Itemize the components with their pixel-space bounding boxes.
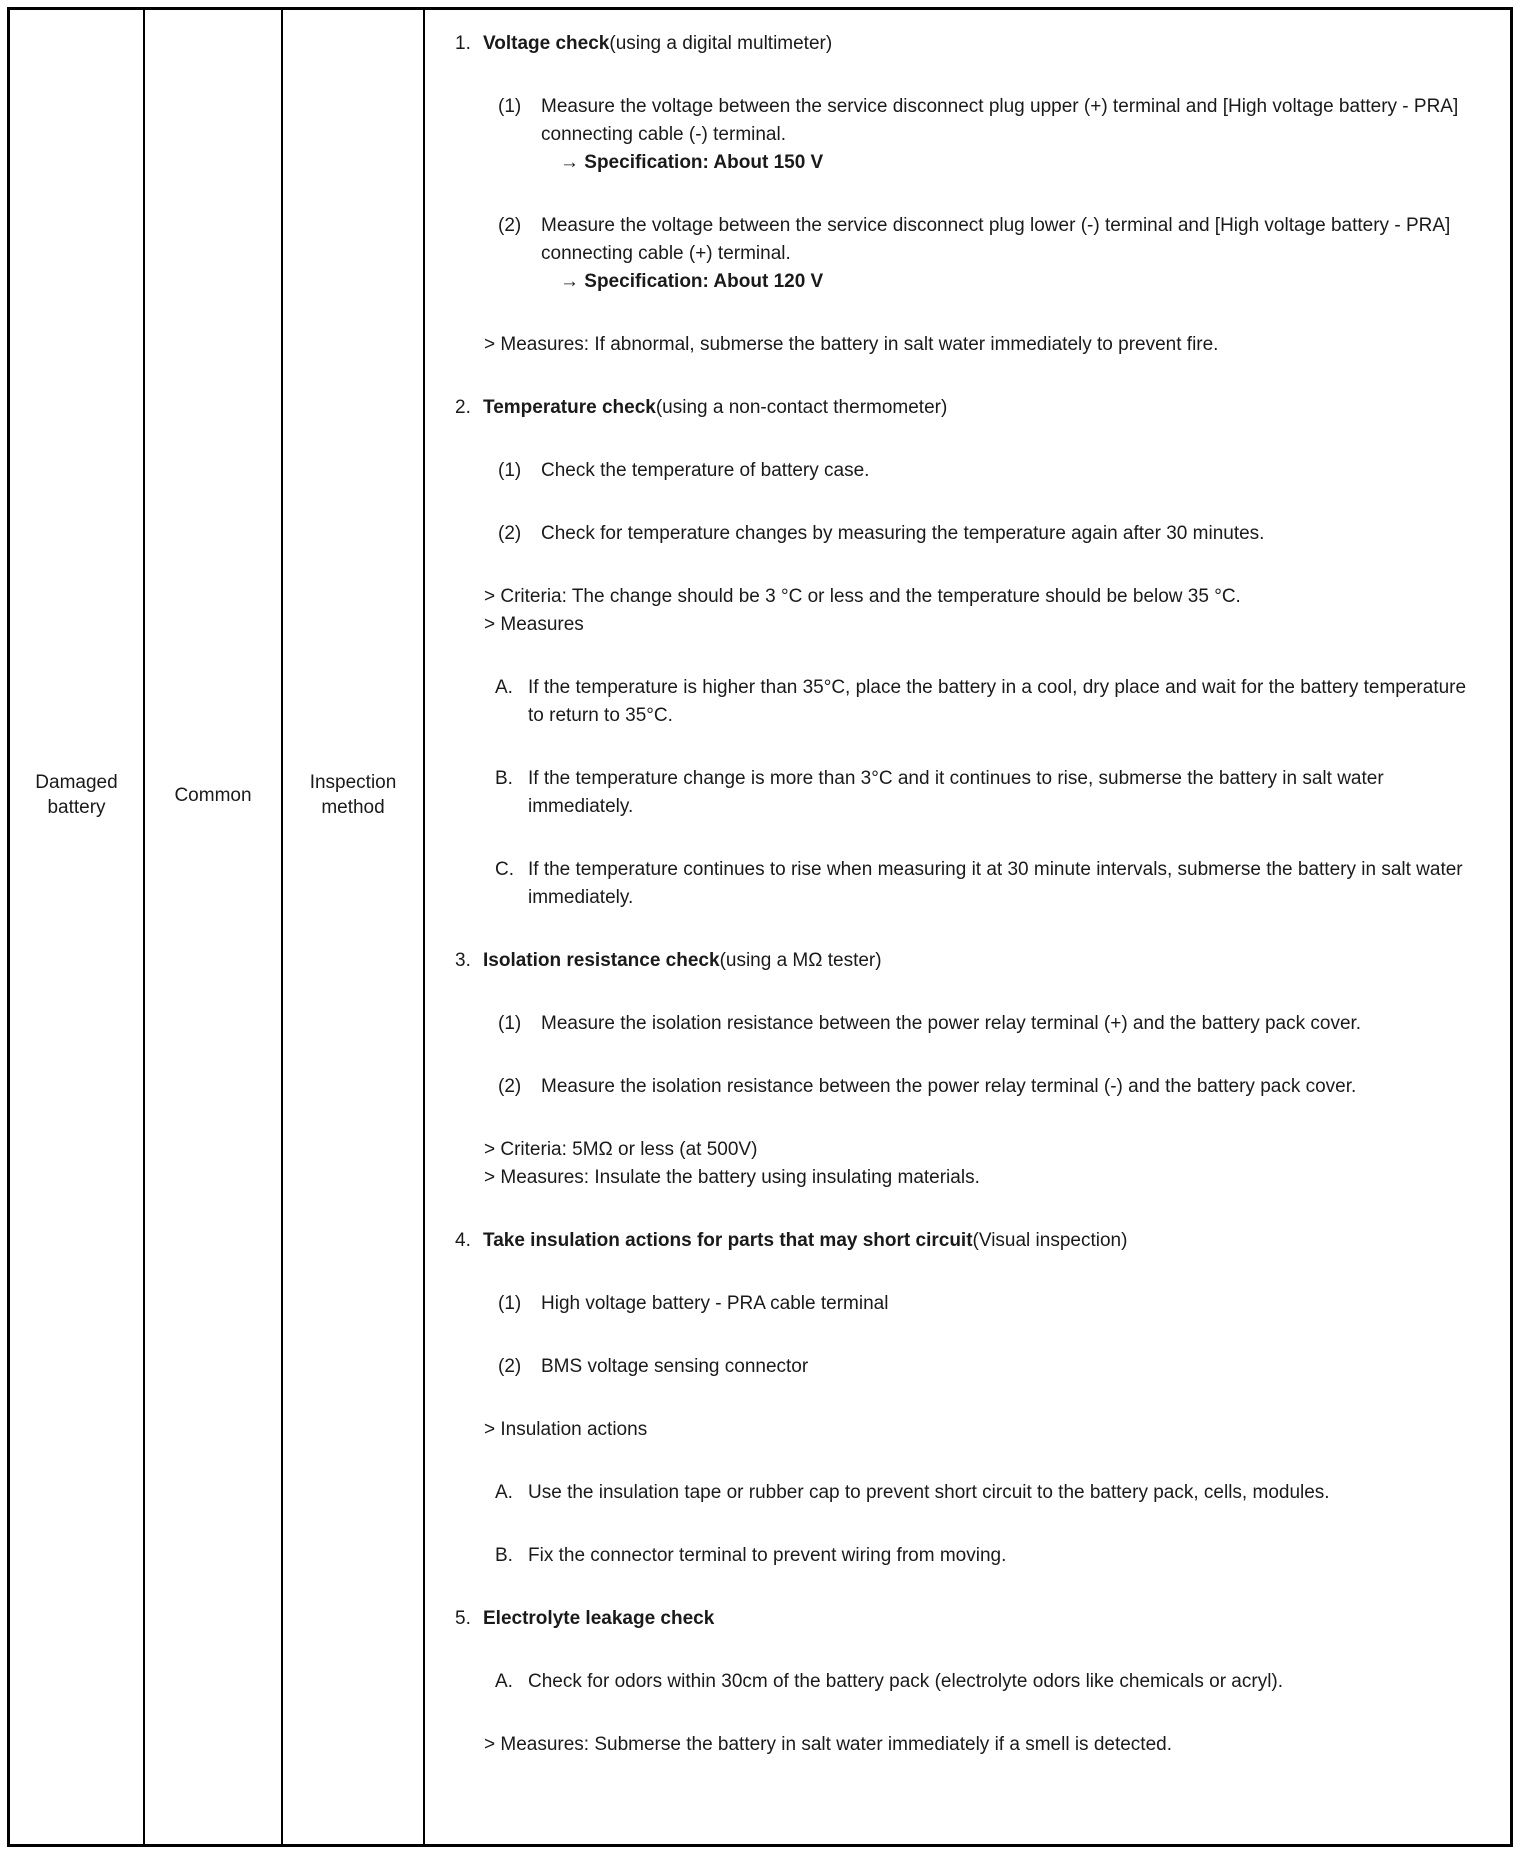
cell-inspection-method [283,10,425,1844]
note-line: > Criteria: 5MΩ or less (at 500V) [484,1139,758,1160]
item-text: Measure the voltage between the service disconnect plug upper (+) terminal and [High voltage battery - PRA] connecting cable (-) terminal. → Specification: About 150 V [541,93,1486,177]
item-text: Use the insulation tape or rubber cap to prevent short circuit to the battery pack, cells, modules. [528,1482,1330,1503]
heading-text: Temperature check(using a non-contact thermometer) [483,397,948,418]
item-label: (1) [498,96,522,117]
heading-text: Voltage check(using a digital multimeter) [483,33,833,54]
procedure-step [498,1353,1486,1381]
item-text: Fix the connector terminal to prevent wiring from moving. [528,1545,1007,1566]
inspection-content [425,10,1510,1844]
arrow-icon: → [560,152,585,173]
heading-number: 4. [455,1230,471,1251]
item-text: Measure the isolation resistance between the power relay terminal (+) and the battery pack cover. [541,1013,1362,1034]
item-text: Check the temperature of battery case. [541,460,870,481]
note-line: > Measures: Insulate the battery using insulating materials. [484,1167,980,1188]
procedure-heading [455,1605,1486,1633]
procedure-step [498,457,1486,485]
item-text: If the temperature is higher than 35°C, place the battery in a cool, dry place and wait for the battery temperature to return to 35°C. [528,677,1467,726]
procedure-note [484,1136,1486,1192]
heading-text: Electrolyte leakage check [483,1608,715,1629]
note-line: > Insulation actions [484,1419,648,1440]
heading-number: 2. [455,397,471,418]
procedure-note [484,583,1486,639]
item-label: A. [495,677,513,698]
item-label: (2) [498,215,522,236]
specification-line: → Specification: About 150 V [560,152,824,173]
note-line: > Measures: Submerse the battery in salt water immediately if a smell is detected. [484,1734,1172,1755]
heading-number: 1. [455,33,471,54]
cell-damaged-battery [10,10,145,1844]
row-category-label: Damaged battery [35,772,118,818]
item-text: Check for odors within 30cm of the battery pack (electrolyte odors like chemicals or acryl). [528,1671,1284,1692]
heading-text: Take insulation actions for parts that may short circuit(Visual inspection) [483,1230,1128,1251]
note-line: > Measures: If abnormal, submerse the battery in salt water immediately to prevent fire. [484,334,1219,355]
note-line: > Criteria: The change should be 3 °C or less and the temperature should be below 35 °C. [484,586,1241,607]
procedure-step [498,93,1486,177]
procedure-letter-item [495,765,1486,821]
specification-line: → Specification: About 120 V [560,271,824,292]
procedure-heading [455,947,1486,975]
document-table [7,7,1513,1847]
procedure-letter-item [495,1479,1486,1507]
item-text: High voltage battery - PRA cable terminal [541,1293,889,1314]
item-text: Measure the voltage between the service disconnect plug lower (-) terminal and [High voltage battery - PRA] connecting cable (+) terminal. → Specification: About 120 V [541,212,1486,296]
item-label: (1) [498,1013,522,1034]
item-text: If the temperature continues to rise when measuring it at 30 minute intervals, submerse the battery in salt water immediately. [528,859,1463,908]
row-scope-label: Common [174,784,252,806]
item-label: A. [495,1482,513,1503]
procedure-note [484,1731,1486,1759]
procedure-step [498,1290,1486,1318]
procedure-step [498,212,1486,296]
heading-number: 3. [455,950,471,971]
procedure-note [484,331,1486,359]
item-label: (2) [498,1356,522,1377]
item-label: (1) [498,460,522,481]
item-text: Measure the isolation resistance between the power relay terminal (-) and the battery pack cover. [541,1076,1357,1097]
arrow-icon: → [560,271,585,292]
item-label: (2) [498,1076,522,1097]
procedure-letter-item [495,1668,1486,1696]
procedure-heading [455,30,1486,58]
heading-text: Isolation resistance check(using a MΩ tester) [483,950,882,971]
heading-number: 5. [455,1608,471,1629]
item-label: (1) [498,1293,522,1314]
item-label: A. [495,1671,513,1692]
procedure-letter-item [495,856,1486,912]
procedure-step [498,1073,1486,1101]
procedure-letter-item [495,1542,1486,1570]
procedure-heading [455,1227,1486,1255]
cell-common [145,10,283,1844]
item-label: C. [495,859,514,880]
item-text: If the temperature change is more than 3°C and it continues to rise, submerse the battery in salt water immediately. [528,768,1384,817]
item-text: BMS voltage sensing connector [541,1356,809,1377]
procedure-letter-item [495,674,1486,730]
procedure-step [498,1010,1486,1038]
item-label: (2) [498,523,522,544]
item-text: Check for temperature changes by measuring the temperature again after 30 minutes. [541,523,1265,544]
procedure-heading [455,394,1486,422]
note-line: > Measures [484,614,584,635]
procedure-step [498,520,1486,548]
row-section-label: Inspection method [309,772,397,818]
procedure-note [484,1416,1486,1444]
item-label: B. [495,1545,513,1566]
item-label: B. [495,768,513,789]
